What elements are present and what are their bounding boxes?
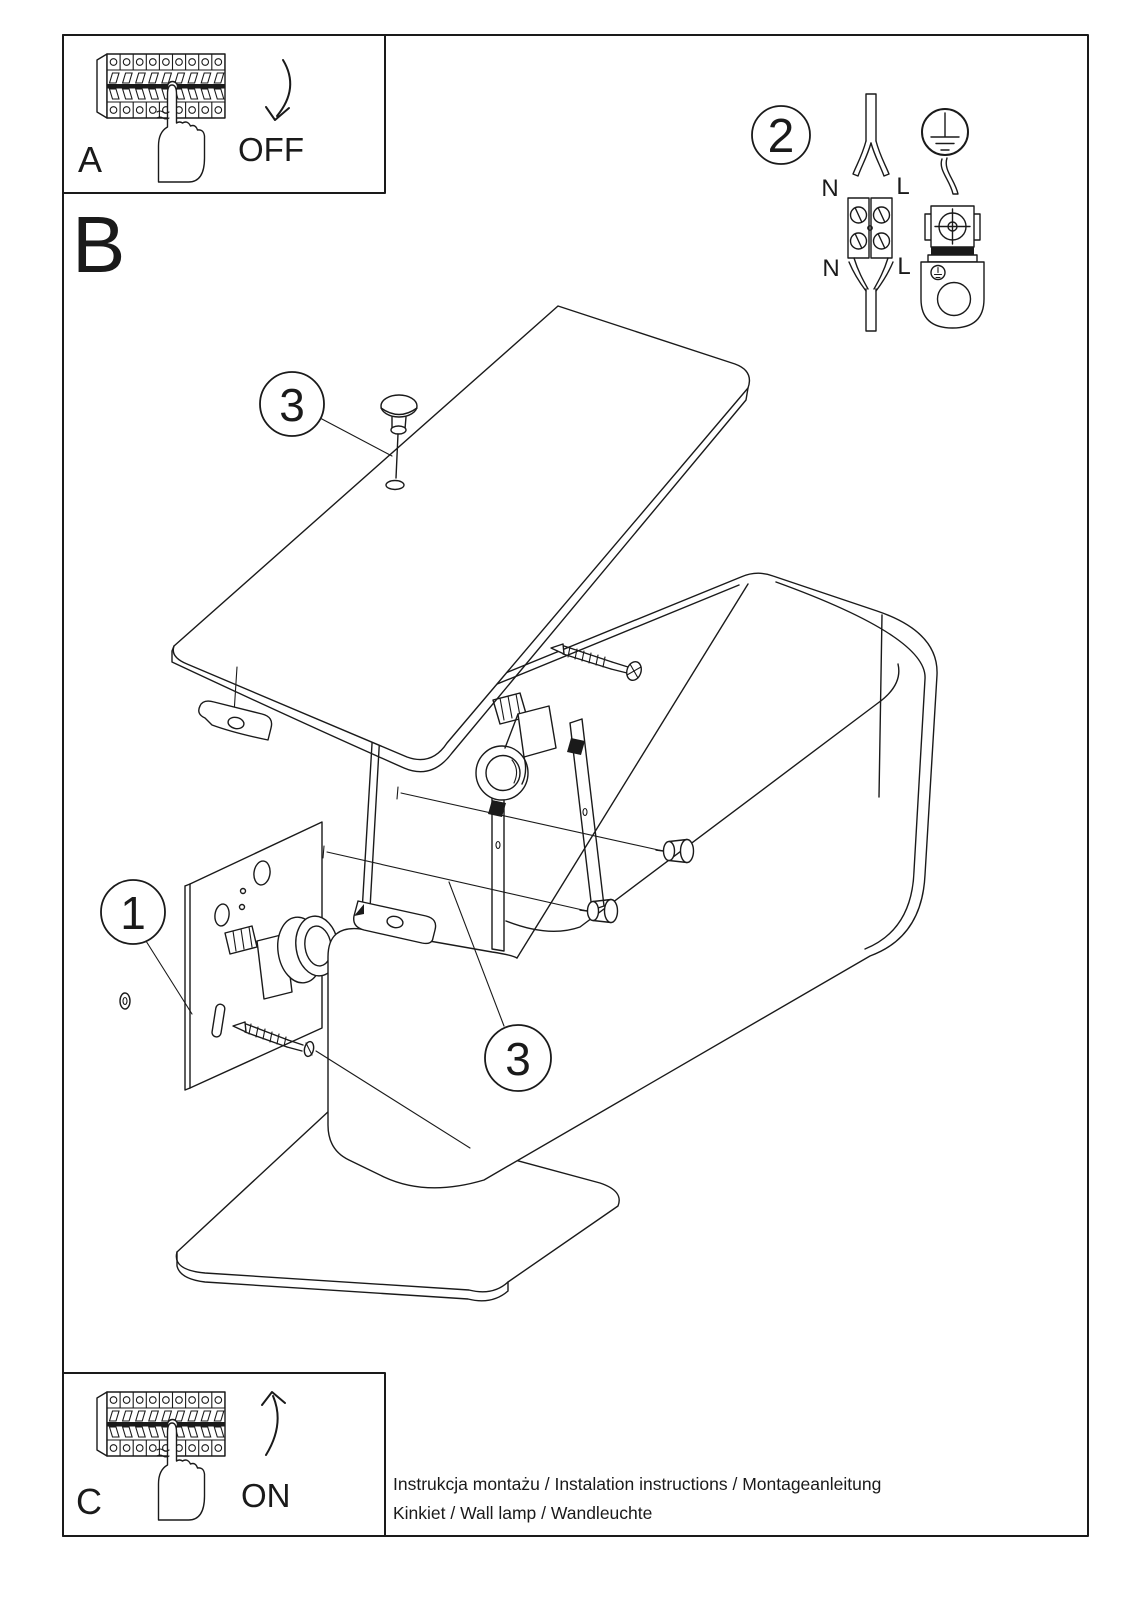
panel-c-action-label: ON	[241, 1477, 291, 1514]
step-b-label: B	[72, 200, 126, 289]
wire-l-top-label: L	[896, 173, 910, 200]
panel-a-action-label: OFF	[238, 131, 304, 168]
ground-symbol-icon	[922, 109, 968, 155]
callout-1-number: 1	[120, 887, 146, 939]
plate-flange	[199, 701, 272, 740]
arrow-up-icon	[262, 1392, 285, 1455]
wiring-diagram	[752, 94, 984, 331]
wire-l-bottom-label: L	[897, 253, 911, 280]
arrow-down-icon	[266, 60, 290, 120]
callout-3-top-number: 3	[279, 379, 305, 431]
earth-clamp	[921, 206, 984, 328]
wall-mounting-plate	[120, 822, 342, 1090]
terminal-block	[848, 198, 892, 258]
footer	[393, 1474, 881, 1523]
breaker-panel-icon	[97, 54, 225, 118]
wire-n-top-label: N	[821, 175, 839, 202]
wall-anchor	[120, 993, 130, 1009]
panel-a-power-off	[63, 35, 385, 193]
callout-3-top	[260, 372, 392, 456]
panel-a-letter: A	[78, 139, 103, 180]
supply-cable	[853, 94, 889, 176]
ground-wire	[941, 158, 958, 194]
lamp-cable	[849, 258, 893, 331]
footer-line2: Kinkiet / Wall lamp / Wandleuchte	[393, 1503, 653, 1523]
callout-3-bottom-number: 3	[505, 1033, 531, 1085]
callout-2-number: 2	[767, 110, 795, 163]
breaker-panel-icon	[97, 1392, 225, 1456]
footer-line1: Instrukcja montażu / Instalation instructions / Montageanleitung	[393, 1474, 882, 1494]
wire-n-bottom-label: N	[822, 255, 840, 282]
panel-c-power-on	[63, 1373, 385, 1536]
callout-1	[101, 880, 192, 1014]
panel-c-letter: C	[76, 1481, 102, 1522]
